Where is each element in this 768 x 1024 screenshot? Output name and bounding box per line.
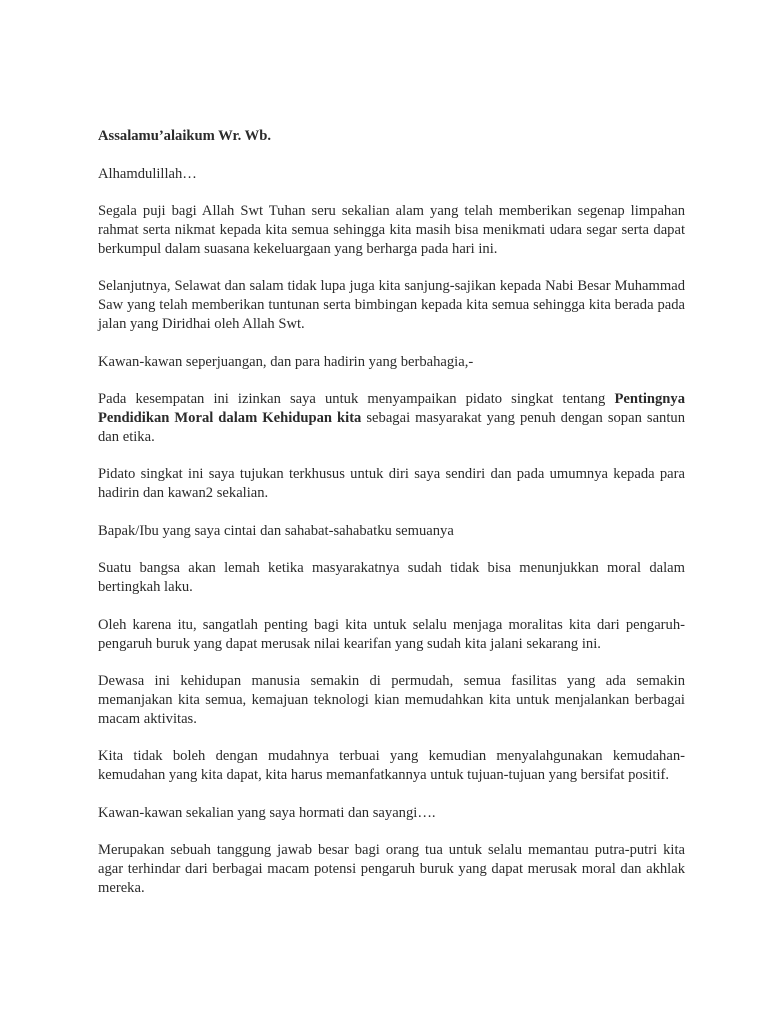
- paragraph-address-comrades: Kawan-kawan seperjuangan, dan para hadirin yang berbahagia,-: [98, 353, 474, 370]
- paragraph-praise: Segala puji bagi Allah Swt Tuhan seru sekalian alam yang telah memberikan segenap limpahan rahmat serta nikmat kepada kita semua sehingga kita masih bisa menikmati udara segar serta dapat berkumpul dalam suasana kekeluargaan yang berharga pada hari ini.: [98, 203, 685, 257]
- paragraph-alhamdulillah: Alhamdulillah…: [98, 165, 197, 182]
- paragraph-address-friends: Kawan-kawan sekalian yang saya hormati dan sayangi….: [98, 804, 436, 821]
- topic-title-bold: Pentingnya Pendidikan Moral dalam Kehidupan kita: [98, 391, 685, 426]
- paragraph-parents-responsibility: Merupakan sebuah tanggung jawab besar bagi orang tua untuk selalu memantau putra-putri kita agar terhindar dari berbagai macam potensi pengaruh buruk yang dapat merusak moral dan akhlak mereka.: [98, 842, 685, 896]
- paragraph-address-audience: Bapak/Ibu yang saya cintai dan sahabat-sahabatku semuanya: [98, 522, 454, 539]
- paragraph-nation: Suatu bangsa akan lemah ketika masyarakatnya sudah tidak bisa menunjukkan moral dalam bertingkah laku.: [98, 560, 685, 596]
- paragraph-positive-use: Kita tidak boleh dengan mudahnya terbuai yang kemudian menyalahgunakan kemudahan-kemudahan yang kita dapat, kita harus memanfatkannya untuk tujuan-tujuan yang bersifat positif.: [98, 748, 685, 784]
- paragraph-salawat: Selanjutnya, Selawat dan salam tidak lupa juga kita sanjung-sajikan kepada Nabi Besar Muhammad Saw yang telah memberikan tuntunan serta bimbingan kepada kita semua sehingga kita berada pada jalan yang Diridhai oleh Allah Swt.: [98, 278, 685, 332]
- topic-text-after: sebagai masyarakat yang penuh dengan sopan santun dan etika.: [98, 409, 685, 445]
- greeting: Assalamu’alaikum Wr. Wb.: [98, 128, 272, 144]
- paragraph-modern-life: Dewasa ini kehidupan manusia semakin di permudah, semua fasilitas yang ada semakin memanjakan kita semua, kemajuan teknologi kian memudahkan kita untuk menjalankan berbagai macam aktivitas.: [98, 673, 685, 727]
- paragraph-dedication: Pidato singkat ini saya tujukan terkhusus untuk diri saya sendiri dan pada umumnya kepada para hadirin dan kawan2 sekalian.: [98, 466, 685, 502]
- paragraph-topic: [98, 390, 685, 446]
- paragraph-morality: Oleh karena itu, sangatlah penting bagi kita untuk selalu menjaga moralitas kita dari pengaruh-pengaruh buruk yang dapat merusak nilai kearifan yang sudah kita jalani sekarang ini.: [98, 616, 685, 652]
- topic-text-before: Pada kesempatan ini izinkan saya untuk menyampaikan pidato singkat tentang: [98, 391, 615, 408]
- document-page: [98, 127, 685, 916]
